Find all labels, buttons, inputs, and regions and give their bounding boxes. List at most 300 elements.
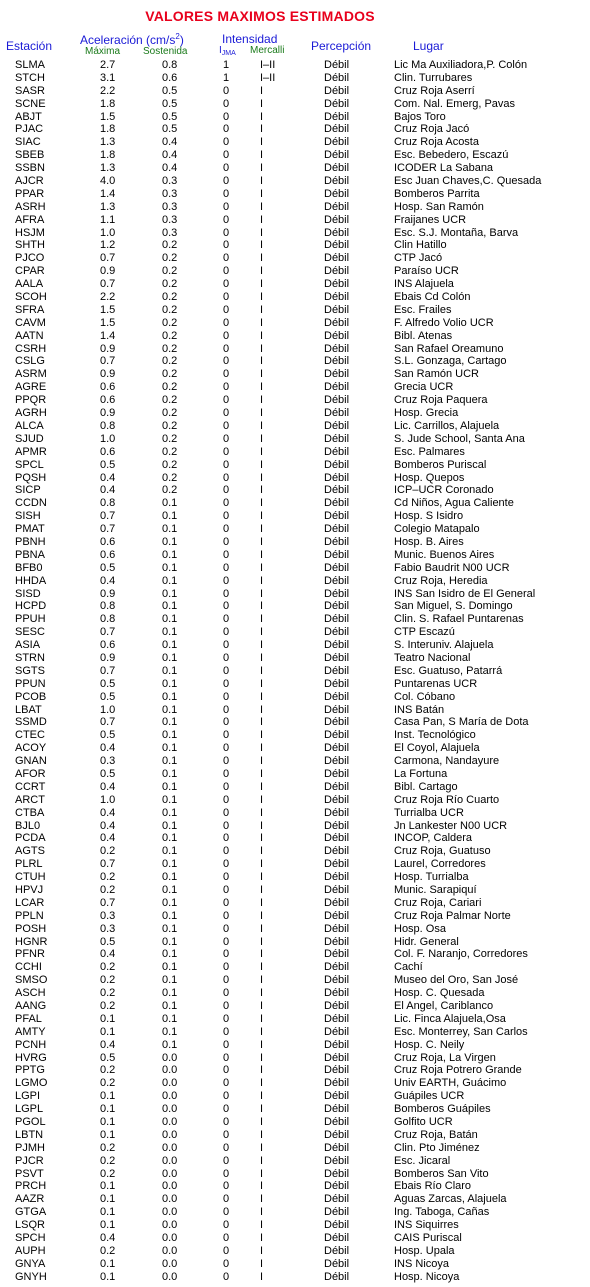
station-code-cell: AGRH: [15, 407, 47, 420]
station-code-cell: ASCH: [15, 987, 46, 1000]
jma-intensity-cell: 0: [223, 265, 230, 278]
max-acceleration-cell: 0.4: [100, 1232, 116, 1245]
table-row: [0, 562, 590, 575]
location-cell: Cruz Roja, La Virgen: [394, 1051, 496, 1064]
mercalli-intensity-cell: I: [260, 419, 264, 432]
max-acceleration-cell: 0.6: [100, 639, 116, 652]
mercalli-intensity-cell: I: [260, 1180, 264, 1193]
location-cell: Cruz Roja Acosta: [394, 136, 479, 149]
jma-intensity-cell: 0: [223, 97, 230, 110]
mercalli-intensity-cell: I: [260, 149, 264, 162]
table-row: [0, 214, 590, 227]
sustained-acceleration-cell: 0.1: [162, 651, 178, 664]
perception-cell: Débil: [324, 510, 350, 523]
sustained-acceleration-cell: 0.0: [162, 1128, 178, 1141]
sustained-acceleration-cell: 0.0: [162, 1051, 178, 1064]
mercalli-intensity-cell: I: [260, 729, 264, 742]
mercalli-intensity-cell: I: [260, 948, 264, 961]
sustained-acceleration-cell: 0.2: [162, 265, 178, 278]
sustained-acceleration-cell: 0.0: [162, 1090, 178, 1103]
mercalli-intensity-cell: I: [260, 574, 264, 587]
max-acceleration-cell: 1.4: [100, 187, 116, 200]
sustained-acceleration-cell: 0.1: [162, 497, 178, 510]
location-cell: Guápiles UCR: [394, 1090, 465, 1103]
location-cell: Col. F. Naranjo, Corredores: [394, 948, 528, 961]
max-acceleration-cell: 0.9: [100, 265, 116, 278]
table-row: [0, 807, 590, 820]
jma-intensity-cell: 0: [223, 845, 230, 858]
max-acceleration-cell: 0.5: [100, 1051, 116, 1064]
mercalli-intensity-cell: I: [260, 1206, 264, 1219]
max-acceleration-cell: 0.2: [100, 1154, 116, 1167]
perception-cell: Débil: [324, 884, 350, 896]
max-acceleration-cell: 0.2: [100, 884, 116, 896]
location-cell: Univ EARTH, Guácimo: [394, 1077, 507, 1090]
station-code-cell: STCH: [15, 71, 45, 84]
perception-cell: Débil: [324, 1206, 350, 1219]
table-row: [0, 1258, 590, 1271]
location-cell: Cachí: [394, 961, 423, 974]
sustained-acceleration-cell: 0.1: [162, 922, 178, 935]
table-row: [0, 497, 590, 510]
mercalli-intensity-cell: I: [260, 458, 264, 471]
perception-cell: Débil: [324, 806, 350, 819]
mercalli-intensity-cell: I: [260, 961, 264, 974]
mercalli-intensity-cell: I: [260, 1167, 264, 1180]
sustained-acceleration-cell: 0.5: [162, 123, 178, 136]
location-cell: Esc. Monterrey, San Carlos: [394, 1025, 528, 1038]
max-acceleration-cell: 0.9: [100, 587, 116, 600]
mercalli-intensity-cell: I: [260, 1103, 264, 1116]
location-cell: Bomberos Guápiles: [394, 1103, 491, 1116]
perception-cell: Débil: [324, 149, 350, 162]
perception-cell: Débil: [324, 1090, 350, 1103]
perception-cell: Débil: [324, 394, 350, 407]
max-acceleration-cell: 0.6: [100, 535, 116, 548]
location-cell: ICP–UCR Coronado: [394, 484, 494, 497]
sustained-acceleration-cell: 0.0: [162, 1244, 178, 1257]
perception-cell: Débil: [324, 1257, 350, 1270]
table-row: [0, 755, 590, 768]
table-row: [0, 1155, 590, 1168]
max-acceleration-cell: 1.3: [100, 136, 116, 149]
jma-intensity-cell: 0: [223, 806, 230, 819]
max-acceleration-cell: 0.7: [100, 896, 116, 909]
table-row: [0, 845, 590, 858]
jma-intensity-cell: 0: [223, 664, 230, 677]
station-code-cell: AFOR: [15, 767, 46, 780]
mercalli-intensity-cell: I: [260, 510, 264, 523]
location-cell: Esc. S.J. Montaña, Barva: [394, 226, 519, 239]
table-row: [0, 355, 590, 368]
mercalli-intensity-cell: I: [260, 213, 264, 226]
mercalli-intensity-cell: I: [260, 445, 264, 458]
jma-intensity-cell: 0: [223, 484, 230, 497]
mercalli-intensity-cell: I: [260, 884, 264, 896]
table-row: [0, 239, 590, 252]
table-row: [0, 343, 590, 356]
max-acceleration-cell: 1.8: [100, 97, 116, 110]
perception-cell: Débil: [324, 523, 350, 536]
mercalli-intensity-cell: I: [260, 291, 264, 304]
location-cell: Bomberos Puriscal: [394, 458, 487, 471]
jma-intensity-cell: 0: [223, 394, 230, 407]
station-code-cell: PFAL: [15, 1012, 42, 1025]
jma-intensity-cell: 0: [223, 1257, 230, 1270]
location-cell: INS Batán: [394, 703, 445, 716]
perception-cell: Débil: [324, 187, 350, 200]
mercalli-intensity-cell: I: [260, 974, 264, 987]
table-row: [0, 1129, 590, 1142]
max-acceleration-cell: 0.4: [100, 948, 116, 961]
jma-intensity-cell: 0: [223, 226, 230, 239]
table-row: [0, 1026, 590, 1039]
jma-intensity-cell: 0: [223, 1077, 230, 1090]
header-percepcion: Percepción: [311, 39, 372, 53]
max-acceleration-cell: 0.8: [100, 613, 116, 626]
mercalli-intensity-cell: I: [260, 239, 264, 252]
mercalli-intensity-cell: I: [260, 84, 264, 97]
location-cell: Ebais Río Claro: [394, 1180, 472, 1193]
jma-intensity-cell: 0: [223, 1116, 230, 1129]
location-cell: Cruz Roja Río Cuarto: [394, 793, 500, 806]
max-acceleration-cell: 0.4: [100, 1038, 116, 1051]
sustained-acceleration-cell: 0.2: [162, 471, 178, 484]
mercalli-intensity-cell: I: [260, 677, 264, 690]
perception-cell: Débil: [324, 136, 350, 149]
sustained-acceleration-cell: 0.2: [162, 252, 178, 265]
max-acceleration-cell: 0.2: [100, 961, 116, 974]
max-acceleration-cell: 0.3: [100, 922, 116, 935]
mercalli-intensity-cell: I: [260, 342, 264, 355]
sustained-acceleration-cell: 0.0: [162, 1141, 178, 1154]
jma-intensity-cell: 0: [223, 355, 230, 368]
jma-intensity-cell: 0: [223, 780, 230, 793]
max-acceleration-cell: 1.0: [100, 226, 116, 239]
sustained-acceleration-cell: 0.1: [162, 767, 178, 780]
table-row: [0, 613, 590, 626]
table-row: [0, 368, 590, 381]
station-code-cell: AFRA: [15, 213, 45, 226]
station-code-cell: HHDA: [15, 574, 47, 587]
location-cell: Jn Lankester N00 UCR: [394, 819, 508, 832]
mercalli-intensity-cell: I: [260, 187, 264, 200]
table-row: [0, 407, 590, 420]
jma-intensity-cell: 0: [223, 1180, 230, 1193]
location-cell: Bajos Toro: [394, 110, 446, 123]
station-code-cell: PCDA: [15, 832, 46, 845]
table-row: [0, 1219, 590, 1232]
max-acceleration-cell: 0.6: [100, 445, 116, 458]
location-cell: Lic. Finca Alajuela,Osa: [394, 1012, 506, 1025]
sustained-acceleration-cell: 0.2: [162, 303, 178, 316]
jma-intensity-cell: 0: [223, 987, 230, 1000]
station-code-cell: BJL0: [15, 819, 41, 832]
table-row: [0, 974, 590, 987]
perception-cell: Débil: [324, 948, 350, 961]
location-cell: Ebais Cd Colón: [394, 291, 471, 304]
location-cell: Com. Nal. Emerg, Pavas: [394, 97, 516, 110]
perception-cell: Débil: [324, 1141, 350, 1154]
location-cell: Museo del Oro, San José: [394, 974, 519, 987]
max-acceleration-cell: 1.0: [100, 793, 116, 806]
perception-cell: Débil: [324, 316, 350, 329]
location-cell: Hosp. Upala: [394, 1244, 455, 1257]
mercalli-intensity-cell: I: [260, 1012, 264, 1025]
jma-intensity-cell: 0: [223, 1012, 230, 1025]
perception-cell: Débil: [324, 1116, 350, 1129]
perception-cell: Débil: [324, 664, 350, 677]
jma-intensity-cell: 0: [223, 729, 230, 742]
mercalli-intensity-cell: I: [260, 136, 264, 149]
table-row: [0, 149, 590, 162]
jma-intensity-cell: 0: [223, 523, 230, 536]
sustained-acceleration-cell: 0.1: [162, 780, 178, 793]
sustained-acceleration-cell: 0.1: [162, 1012, 178, 1025]
header-mercalli: Mercalli: [250, 45, 285, 56]
max-acceleration-cell: 0.4: [100, 819, 116, 832]
location-cell: Fraijanes UCR: [394, 213, 467, 226]
max-acceleration-cell: 0.2: [100, 1077, 116, 1090]
station-code-cell: PSVT: [15, 1167, 44, 1180]
mercalli-intensity-cell: I: [260, 110, 264, 123]
max-acceleration-cell: 2.2: [100, 84, 116, 97]
max-acceleration-cell: 0.1: [100, 1012, 116, 1025]
table-row: [0, 884, 590, 897]
perception-cell: Débil: [324, 252, 350, 265]
location-cell: S.L. Gonzaga, Cartago: [394, 355, 507, 368]
perception-cell: Débil: [324, 71, 350, 84]
max-acceleration-cell: 0.3: [100, 909, 116, 922]
table-row: [0, 317, 590, 330]
perception-cell: Débil: [324, 626, 350, 639]
location-cell: Hosp. San Ramón: [394, 200, 484, 213]
station-code-cell: GTGA: [15, 1206, 47, 1219]
station-code-cell: POSH: [15, 922, 47, 935]
header-ijma: [219, 45, 236, 57]
max-acceleration-cell: 1.8: [100, 149, 116, 162]
perception-cell: Débil: [324, 1167, 350, 1180]
sustained-acceleration-cell: 0.3: [162, 175, 178, 188]
jma-intensity-cell: 0: [223, 922, 230, 935]
table-row: [0, 742, 590, 755]
max-acceleration-cell: 0.7: [100, 355, 116, 368]
mercalli-intensity-cell: I: [260, 329, 264, 342]
location-cell: Clin. Pto Jiménez: [394, 1141, 480, 1154]
max-acceleration-cell: 0.7: [100, 716, 116, 729]
jma-intensity-cell: 0: [223, 1064, 230, 1077]
mercalli-intensity-cell: I: [260, 1270, 264, 1283]
location-cell: Cruz Roja Paquera: [394, 394, 488, 407]
max-acceleration-cell: 0.7: [100, 626, 116, 639]
location-cell: San Ramón UCR: [394, 368, 479, 381]
location-cell: El Angel, Cariblanco: [394, 1000, 494, 1013]
max-acceleration-cell: 0.2: [100, 1167, 116, 1180]
perception-cell: Débil: [324, 213, 350, 226]
mercalli-intensity-cell: I: [260, 639, 264, 652]
jma-intensity-cell: 0: [223, 136, 230, 149]
perception-cell: Débil: [324, 303, 350, 316]
table-row: [0, 523, 590, 536]
mercalli-intensity-cell: I: [260, 845, 264, 858]
max-acceleration-cell: 0.1: [100, 1128, 116, 1141]
table-row: [0, 136, 590, 149]
table-row: [0, 1271, 590, 1284]
perception-cell: Débil: [324, 84, 350, 97]
jma-intensity-cell: 0: [223, 407, 230, 420]
table-row: [0, 781, 590, 794]
sustained-acceleration-cell: 0.2: [162, 291, 178, 304]
perception-cell: Débil: [324, 922, 350, 935]
mercalli-intensity-cell: I: [260, 987, 264, 1000]
station-code-cell: PPUN: [15, 677, 46, 690]
perception-cell: Débil: [324, 767, 350, 780]
table-row: [0, 72, 590, 85]
mercalli-intensity-cell: I: [260, 548, 264, 561]
location-cell: Bomberos Parrita: [394, 187, 480, 200]
sustained-acceleration-cell: 0.1: [162, 935, 178, 948]
table-row: [0, 665, 590, 678]
mercalli-intensity-cell: I: [260, 587, 264, 600]
jma-intensity-cell: 1: [223, 71, 230, 84]
max-acceleration-cell: 1.0: [100, 703, 116, 716]
sustained-acceleration-cell: 0.0: [162, 1167, 178, 1180]
station-code-cell: LGMO: [15, 1077, 48, 1090]
header-aceleracion-text: Aceleración (cm/s: [80, 33, 176, 47]
station-code-cell: PBNH: [15, 535, 46, 548]
max-acceleration-cell: 1.4: [100, 329, 116, 342]
location-cell: Hosp. Osa: [394, 922, 446, 935]
station-code-cell: AALA: [15, 278, 44, 291]
perception-cell: Débil: [324, 329, 350, 342]
station-code-cell: CSRH: [15, 342, 47, 355]
max-acceleration-cell: 0.7: [100, 858, 116, 871]
perception-cell: Débil: [324, 1103, 350, 1116]
location-cell: Hosp. Quepos: [394, 471, 465, 484]
table-row: [0, 330, 590, 343]
station-code-cell: CSLG: [15, 355, 45, 368]
mercalli-intensity-cell: I: [260, 471, 264, 484]
jma-intensity-cell: 0: [223, 1219, 230, 1232]
sustained-acceleration-cell: 0.2: [162, 407, 178, 420]
sustained-acceleration-cell: 0.0: [162, 1154, 178, 1167]
perception-cell: Débil: [324, 110, 350, 123]
station-code-cell: PPQR: [15, 394, 47, 407]
max-acceleration-cell: 0.4: [100, 832, 116, 845]
jma-intensity-cell: 0: [223, 716, 230, 729]
location-cell: Cruz Roja, Heredia: [394, 574, 488, 587]
sustained-acceleration-cell: 0.0: [162, 1270, 178, 1283]
table-row: [0, 1168, 590, 1181]
station-code-cell: SCNE: [15, 97, 46, 110]
mercalli-intensity-cell: I: [260, 1090, 264, 1103]
jma-intensity-cell: 0: [223, 755, 230, 768]
header-aceleracion-sup: 2: [175, 32, 180, 41]
sustained-acceleration-cell: 0.1: [162, 896, 178, 909]
location-cell: San Miguel, S. Domingo: [394, 600, 513, 613]
mercalli-intensity-cell: I: [260, 123, 264, 136]
mercalli-intensity-cell: I: [260, 535, 264, 548]
sustained-acceleration-cell: 0.1: [162, 793, 178, 806]
perception-cell: Débil: [324, 342, 350, 355]
sustained-acceleration-cell: 0.1: [162, 871, 178, 884]
sustained-acceleration-cell: 0.0: [162, 1206, 178, 1219]
perception-cell: Débil: [324, 1012, 350, 1025]
jma-intensity-cell: 0: [223, 548, 230, 561]
station-code-cell: LGPL: [15, 1103, 44, 1116]
jma-intensity-cell: 0: [223, 368, 230, 381]
station-code-cell: PJMH: [15, 1141, 45, 1154]
perception-cell: Débil: [324, 716, 350, 729]
sustained-acceleration-cell: 0.1: [162, 819, 178, 832]
table-row: [0, 691, 590, 704]
max-acceleration-cell: 0.1: [100, 1180, 116, 1193]
table-row: [0, 59, 590, 72]
max-acceleration-cell: 0.5: [100, 561, 116, 574]
perception-cell: Débil: [324, 1051, 350, 1064]
mercalli-intensity-cell: I: [260, 407, 264, 420]
sustained-acceleration-cell: 0.4: [162, 162, 178, 175]
mercalli-intensity-cell: I: [260, 394, 264, 407]
station-code-cell: BFB0: [15, 561, 43, 574]
jma-intensity-cell: 0: [223, 303, 230, 316]
header-aceleracion: [80, 32, 184, 47]
mercalli-intensity-cell: I: [260, 278, 264, 291]
location-cell: La Fortuna: [394, 767, 448, 780]
mercalli-intensity-cell: I: [260, 819, 264, 832]
mercalli-intensity-cell: I: [260, 690, 264, 703]
jma-intensity-cell: 0: [223, 419, 230, 432]
mercalli-intensity-cell: I: [260, 162, 264, 175]
sustained-acceleration-cell: 0.0: [162, 1180, 178, 1193]
table-row: [0, 678, 590, 691]
mercalli-intensity-cell: I: [260, 755, 264, 768]
max-acceleration-cell: 0.2: [100, 1000, 116, 1013]
sustained-acceleration-cell: 0.2: [162, 419, 178, 432]
sustained-acceleration-cell: 0.1: [162, 690, 178, 703]
jma-intensity-cell: 0: [223, 1270, 230, 1283]
perception-cell: Débil: [324, 123, 350, 136]
sustained-acceleration-cell: 0.2: [162, 278, 178, 291]
max-acceleration-cell: 1.3: [100, 162, 116, 175]
location-cell: San Rafael Oreamuno: [394, 342, 504, 355]
max-acceleration-cell: 0.7: [100, 252, 116, 265]
station-code-cell: CAVM: [15, 316, 46, 329]
max-acceleration-cell: 0.5: [100, 677, 116, 690]
jma-intensity-cell: 0: [223, 871, 230, 884]
perception-cell: Débil: [324, 793, 350, 806]
perception-cell: Débil: [324, 407, 350, 420]
jma-intensity-cell: 0: [223, 935, 230, 948]
jma-intensity-cell: 0: [223, 832, 230, 845]
sustained-acceleration-cell: 0.1: [162, 613, 178, 626]
perception-cell: Débil: [324, 1154, 350, 1167]
location-cell: Fabio Baudrit N00 UCR: [394, 561, 510, 574]
max-acceleration-cell: 0.3: [100, 755, 116, 768]
perception-cell: Débil: [324, 935, 350, 948]
max-acceleration-cell: 0.9: [100, 368, 116, 381]
sustained-acceleration-cell: 0.1: [162, 548, 178, 561]
jma-intensity-cell: 0: [223, 858, 230, 871]
station-code-cell: LBTN: [15, 1128, 44, 1141]
station-code-cell: AMTY: [15, 1025, 46, 1038]
location-cell: Hosp. C. Neily: [394, 1038, 465, 1051]
table-row: [0, 1052, 590, 1065]
perception-cell: Débil: [324, 239, 350, 252]
location-cell: Munic. Sarapiquí: [394, 884, 477, 896]
perception-cell: Débil: [324, 961, 350, 974]
sustained-acceleration-cell: 0.0: [162, 1077, 178, 1090]
